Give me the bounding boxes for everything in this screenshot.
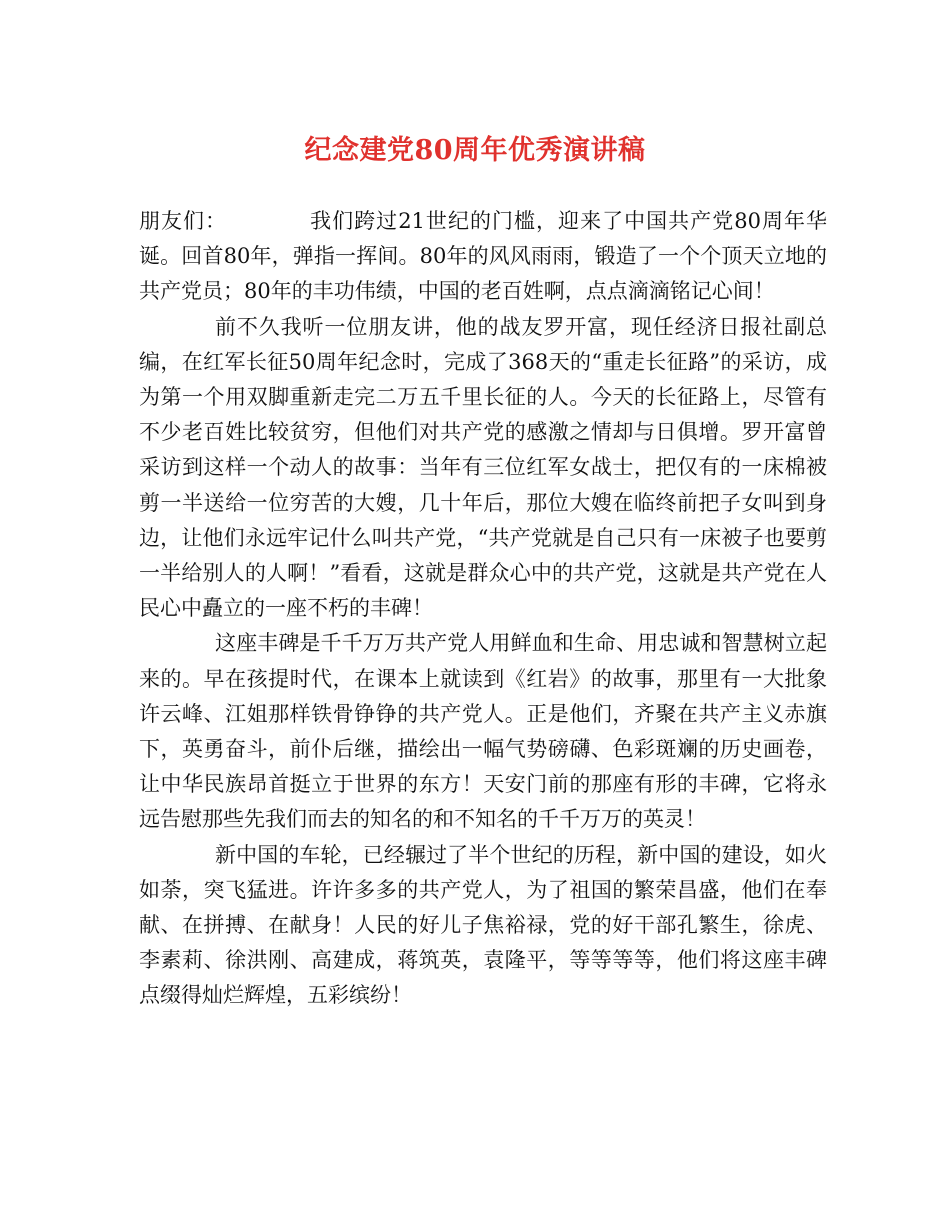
paragraph-2: 前不久我听一位朋友讲，他的战友罗开富，现任经济日报社副总编，在红军长征50周年纪念时，完成了368天的“重走长征路”的采访，成为第一个用双脚重新走完二万五千里长征的人。今天的长征路上，尽管有不少老百姓比较贫穷，但他们对共产党的感激之情却与日俱增。罗开富曾采访到这样一个动人的故事：当年有三位红军女战士，把仅有的一床棉被剪一半送给一位穷苦的大嫂，几十年后，那位大嫂在临终前把子女叫到身边，让他们永远牢记什么叫共产党，“共产党就是自己只有一床被子也要剪一半给别人的人啊！”看看，这就是群众心中的共产党，这就是共产党在人民心中矗立的一座不朽的丰碑！ xyxy=(139,314,827,621)
document-title: 纪念建党80周年优秀演讲稿 xyxy=(304,135,646,166)
paragraph-1-text: 我们跨过21世纪的门槛，迎来了中国共产党80周年华诞。回首80年，弹指一挥间。80年的风风雨雨，锻造了一个个顶天立地的共产党员；80年的丰功伟绩，中国的老百姓啊，点点滴滴铭记心间！ xyxy=(139,209,828,304)
paragraph-3: 这座丰碑是千千万万共产党人用鲜血和生命、用忠诚和智慧树立起来的。早在孩提时代，在课本上就读到《红岩》的故事，那里有一大批象许云峰、江姐那样铁骨铮铮的共产党人。正是他们，齐聚在共产主义赤旗下，英勇奋斗，前仆后继，描绘出一幅气势磅礴、色彩斑斓的历史画卷，让中华民族昂首挺立于世界的东方！天安门前的那座有形的丰碑，它将永远告慰那些先我们而去的知名的和不知名的千千万万的英灵！ xyxy=(139,631,827,832)
paragraph-1 xyxy=(139,204,827,310)
greeting: 朋友们： xyxy=(139,209,228,233)
paragraph-4: 新中国的车轮，已经辗过了半个世纪的历程，新中国的建设，如火如荼，突飞猛进。许许多多的共产党人，为了祖国的繁荣昌盛，他们在奉献、在拼搏、在献身！人民的好儿子焦裕禄，党的好干部孔繁生，徐虎、李素莉、徐洪刚、高建成，蒋筑英，袁隆平，等等等等，他们将这座丰碑点缀得灿烂辉煌，五彩缤纷！ xyxy=(139,842,827,1008)
document-body xyxy=(139,204,827,1014)
